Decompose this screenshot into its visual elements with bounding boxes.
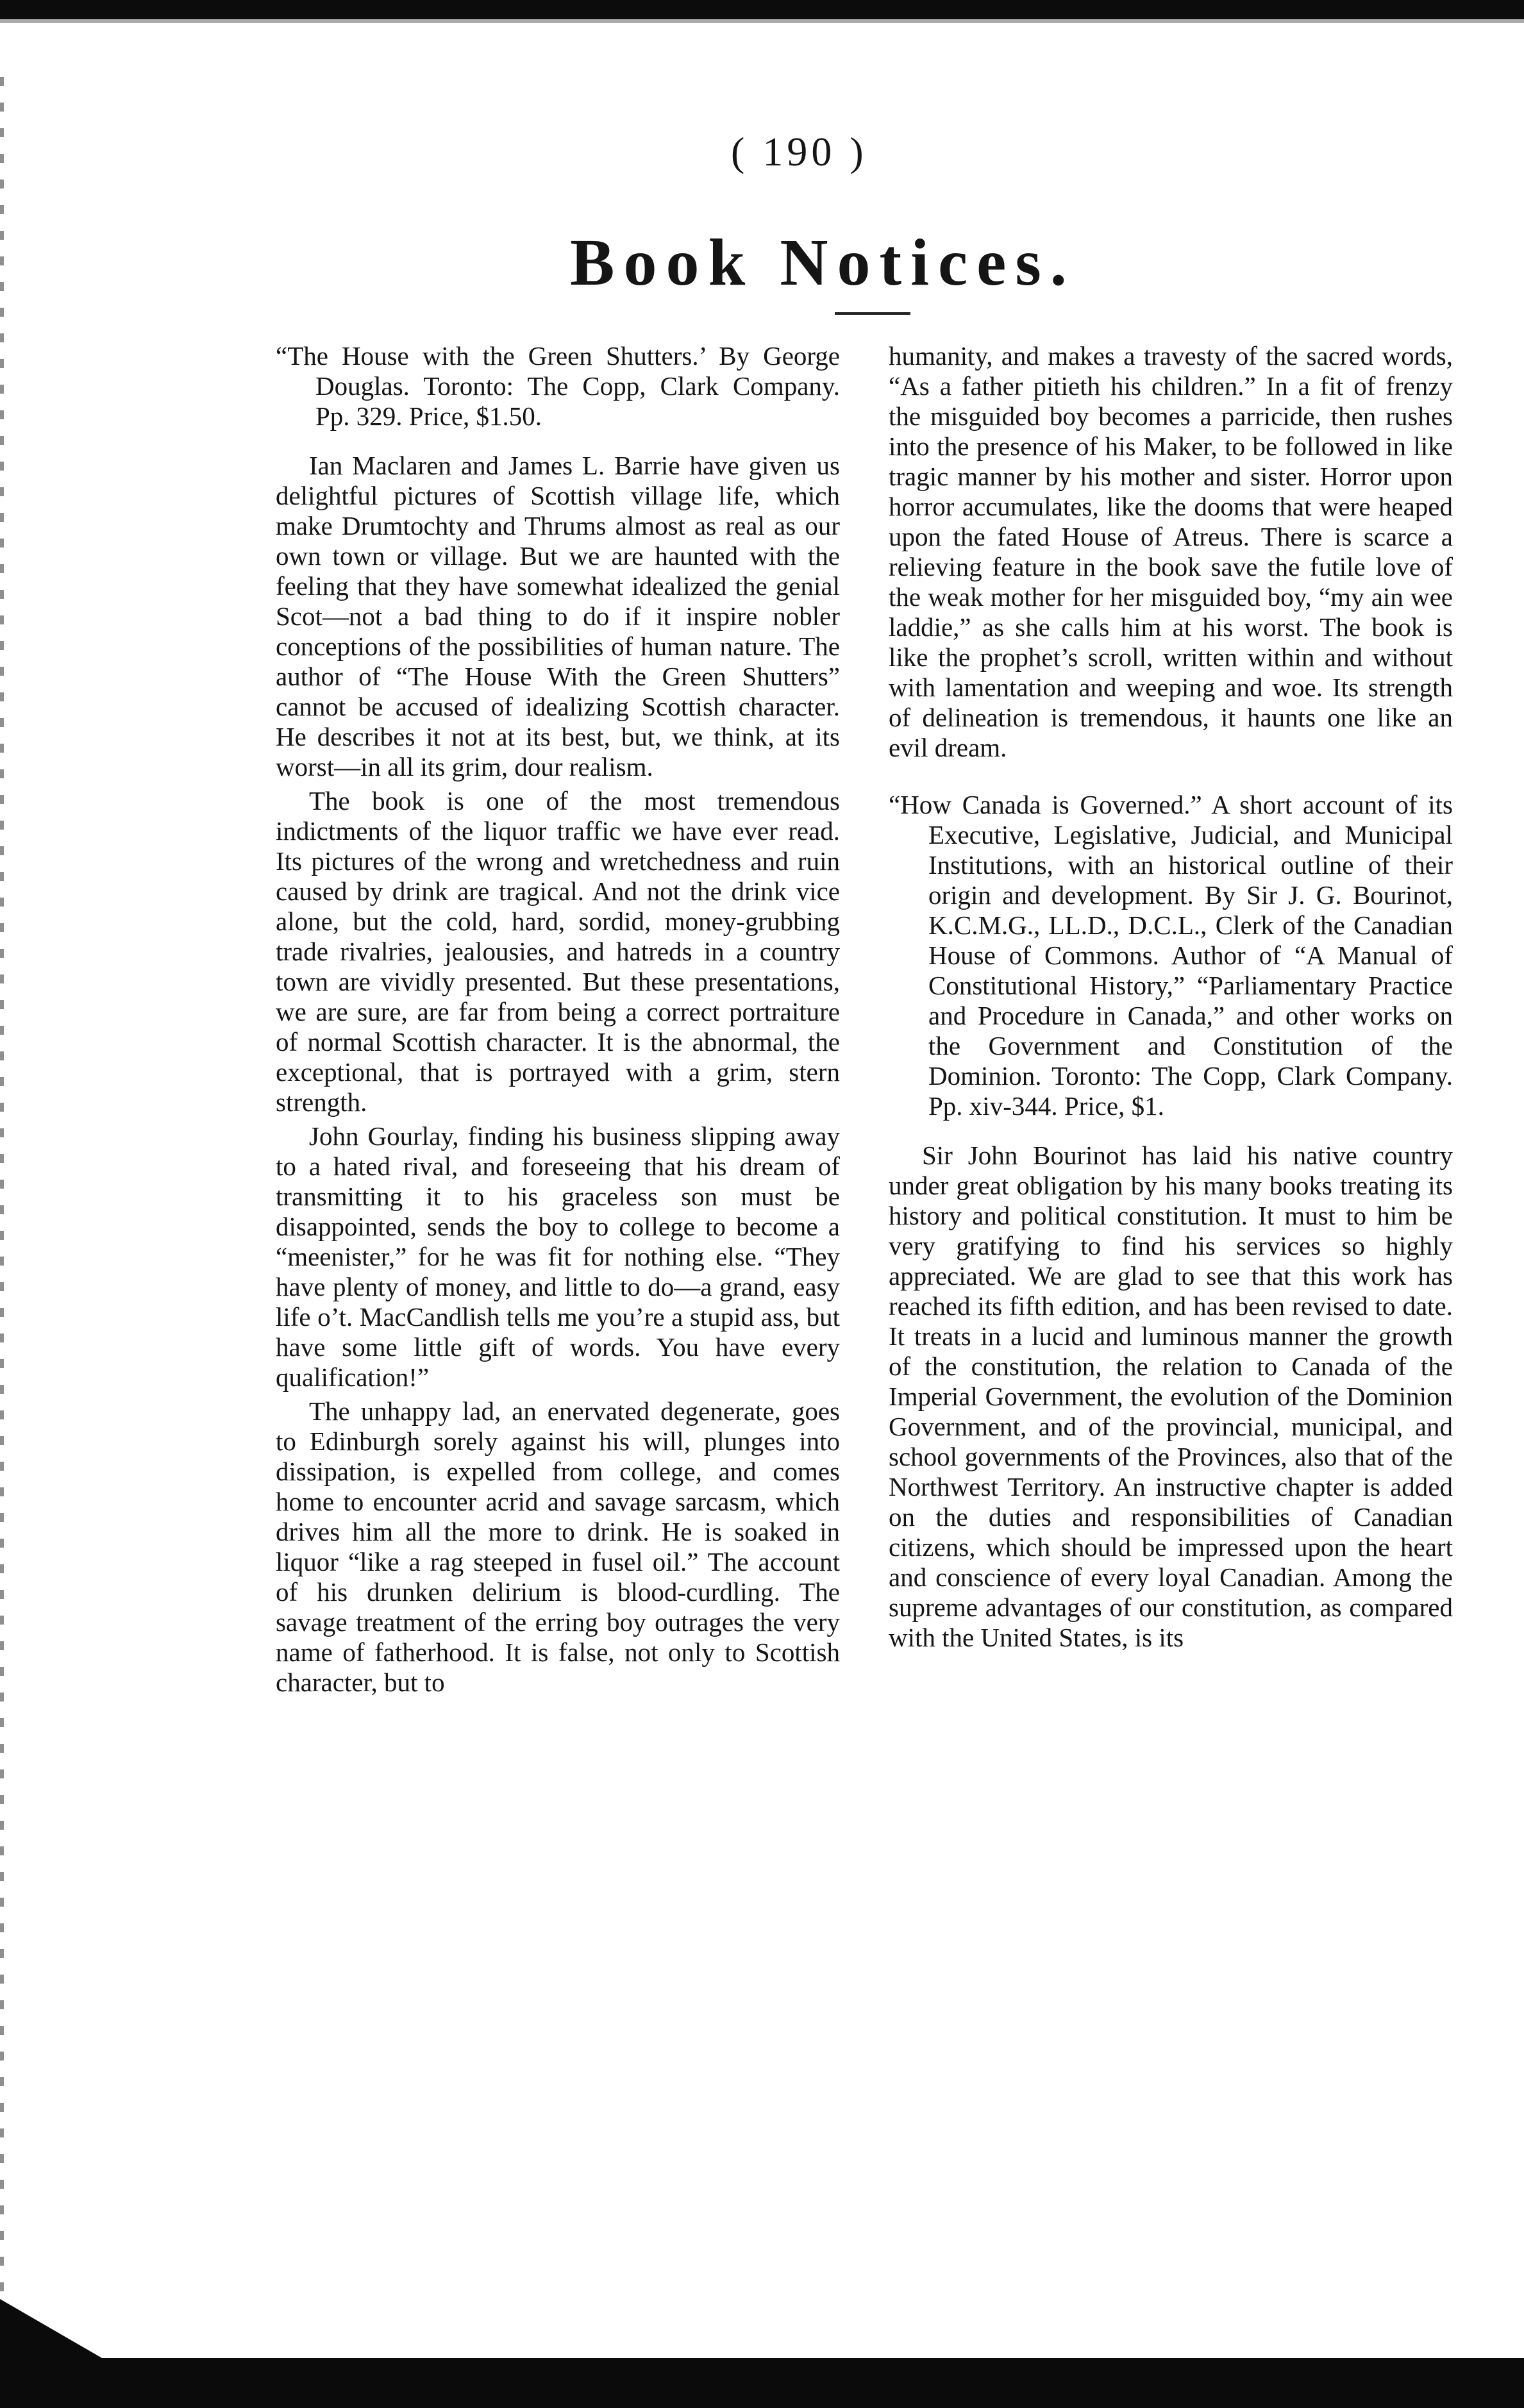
review-paragraph: The book is one of the most tremendous indictments of the liquor traffic we have ever read. Its pictures of the wrong and wretchedness and ruin caused by drink are tragical. And not the drink vice alone, but the cold, hard, sordid, money-grubbing trade rivalries, jealousies, and hatreds in a country town are vividly presented. But these presentations, we are sure, are far from being a correct portraiture of normal Scottish character. It is the abnormal, the exceptional, that is portrayed with a grim, stern strength. bbox=[276, 786, 840, 1117]
review-paragraph: Sir John Bourinot has laid his native country under great obligation by his many books treating its history and political constitution. It must to him be very gratifying to find his services so highly appreciated. We are glad to see that this work has reached its fifth edition, and has been revised to date. It treats in a lucid and luminous manner the growth of the constitution, the relation to Canada of the Imperial Government, the evolution of the Dominion Government, and of the provincial, municipal, and school governments of the Provinces, also that of the Northwest Territory. An instructive chapter is added on the duties and responsibilities of Canadian citizens, which should be impressed upon the heart and conscience of every loyal Canadian. Among the supreme advantages of our constitution, as compared with the United States, is its bbox=[889, 1141, 1453, 1652]
top-border bbox=[0, 0, 1524, 19]
right-column bbox=[889, 341, 1453, 1653]
left-scan-edge bbox=[0, 77, 4, 2359]
review-paragraph: John Gourlay, finding his business slipping away to a hated rival, and foreseeing that his dream of transmitting it to his graceless son must be disappointed, sends the boy to college to become a “meenister,” for he was fit for nothing else. “They have plenty of money, and little to do—a grand, easy life o’t. MacCandlish tells me you’re a stupid ass, but have some little gift of words. You have every qualification!” bbox=[276, 1121, 840, 1392]
review-paragraph: The unhappy lad, an enervated degenerate, goes to Edinburgh sorely against his will, plunges into dissipation, is expelled from college, and comes home to encounter acrid and savage sarcasm, which drives him all the more to drink. He is soaked in liquor “like a rag steeped in fusel oil.” The account of his drunken delirium is blood-curdling. The savage treatment of the erring boy outrages the very name of fatherhood. It is false, not only to Scottish character, but to bbox=[276, 1396, 840, 1697]
top-border-shadow bbox=[0, 19, 1524, 23]
bottom-border bbox=[0, 2358, 1524, 2408]
section-title: Book Notices. bbox=[570, 226, 1076, 299]
review-paragraph: Ian Maclaren and James L. Barrie have given us delightful pictures of Scottish village life, which make Drumtochty and Thrums almost as real as our own town or village. But we are haunted with the feeling that they have somewhat idealized the genial Scot—not a bad thing to do if it inspire nobler conceptions of the possibilities of human nature. The author of “The House With the Green Shutters” cannot be accused of idealizing Scottish character. He describes it not at its best, but, we think, at its worst—in all its grim, dour realism. bbox=[276, 451, 840, 782]
left-column bbox=[276, 341, 840, 1698]
book-entry-heading: “The House with the Green Shutters.’ By George Douglas. Toronto: The Copp, Clark Company. Pp. 329. Price, $1.50. bbox=[276, 341, 840, 431]
review-paragraph-continued: humanity, and makes a travesty of the sacred words, “As a father pitieth his children.” In a fit of frenzy the misguided boy becomes a parricide, then rushes into the presence of his Maker, to be followed in like tragic manner by his mother and sister. Horror upon horror accumulates, like the dooms that were heaped upon the fated House of Atreus. There is scarce a relieving feature in the book save the futile love of the weak mother for her misguided boy, “my ain wee laddie,” as she calls him at his worst. The book is like the prophet’s scroll, written within and without with lamentation and weeping and woe. Its strength of delineation is tremendous, it haunts one like an evil dream. bbox=[889, 341, 1453, 762]
page-number: ( 190 ) bbox=[731, 129, 867, 174]
book-entry-heading: “How Canada is Governed.” A short account of its Executive, Legislative, Judicial, and Municipal Institutions, with an historical outline of their origin and development. By Sir J. G. Bourinot, K.C.M.G., LL.D., D.C.L., Clerk of the Canadian House of Commons. Author of “A Manual of Constitutional History,” “Parliamentary Practice and Procedure in Canada,” and other works on the Government and Constitution of the Dominion. Toronto: The Copp, Clark Company. Pp. xiv-344. Price, $1. bbox=[889, 790, 1453, 1121]
title-divider bbox=[835, 312, 910, 315]
